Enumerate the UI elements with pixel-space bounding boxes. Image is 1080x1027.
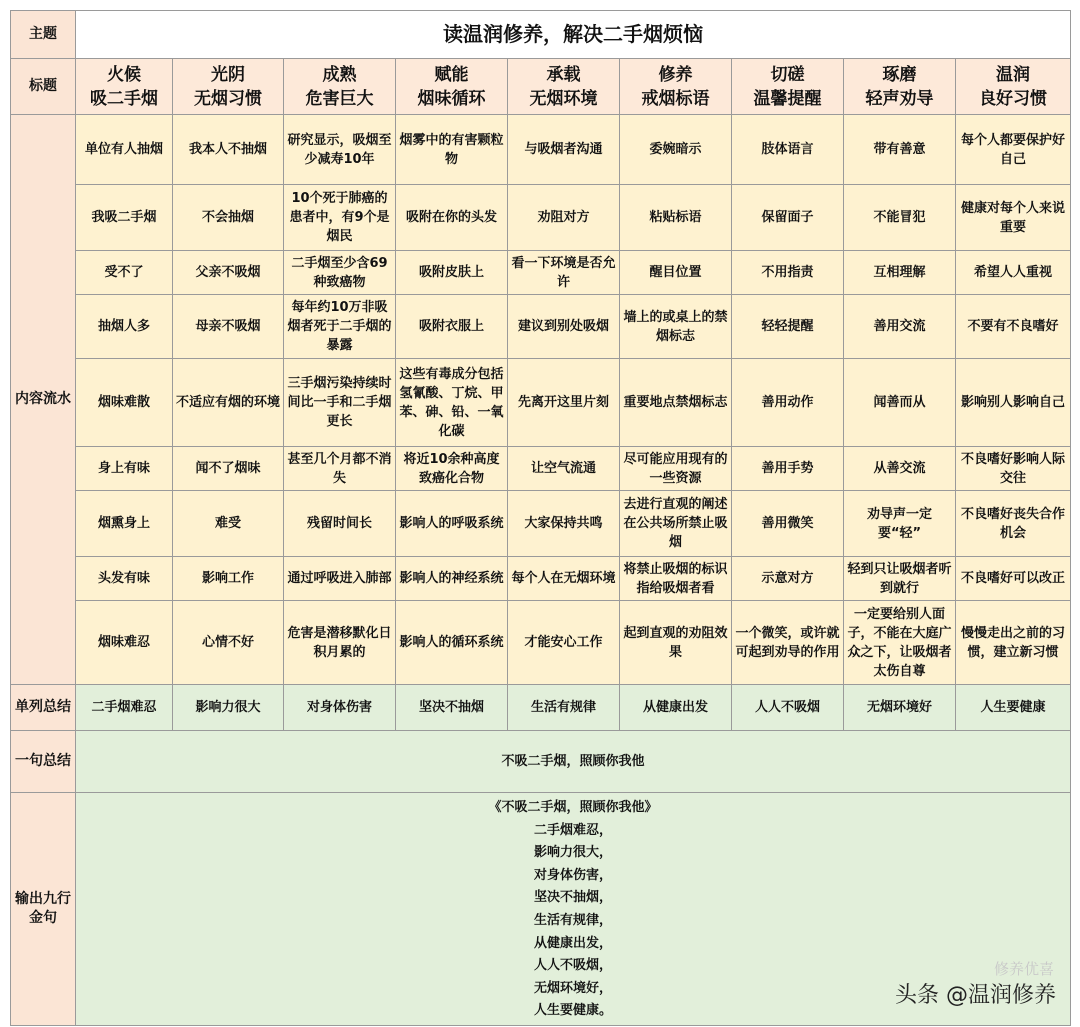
column-header-line1: 成熟 bbox=[322, 64, 357, 85]
content-cell: 先离开这里片刻 bbox=[508, 359, 620, 447]
column-header bbox=[173, 59, 284, 115]
content-cell: 墙上的或桌上的禁烟标志 bbox=[620, 295, 732, 359]
content-cell: 这些有毒成分包括氢氰酸、丁烷、甲苯、砷、铅、一氧化碳 bbox=[396, 359, 508, 447]
nine-lines-line: 影响力很大， bbox=[534, 845, 613, 861]
content-cell: 一个微笑，或许就可起到劝导的作用 bbox=[732, 601, 844, 685]
column-header-line2: 无烟环境 bbox=[529, 88, 598, 109]
content-cell: 一定要给别人面子，不能在大庭广众之下，让吸烟者太伤自尊 bbox=[844, 601, 956, 685]
content-cell: 不良嗜好影响人际交往 bbox=[956, 447, 1071, 491]
column-header-line1: 切磋 bbox=[770, 64, 805, 85]
content-cell: 从善交流 bbox=[844, 447, 956, 491]
column-header-line2: 良好习惯 bbox=[979, 88, 1048, 109]
watermark-faint: 修养优喜 bbox=[993, 960, 1054, 978]
column-summary-cell: 对身体伤害 bbox=[284, 685, 396, 731]
content-cell: 每个人都要保护好自己 bbox=[956, 115, 1071, 185]
column-header bbox=[844, 59, 956, 115]
column-summary-cell: 从健康出发 bbox=[620, 685, 732, 731]
content-cell: 残留时间长 bbox=[284, 491, 396, 557]
row-label-one-sentence: 一句总结 bbox=[11, 731, 76, 793]
content-cell: 难受 bbox=[173, 491, 284, 557]
content-cell: 互相理解 bbox=[844, 251, 956, 295]
content-cell: 大家保持共鸣 bbox=[508, 491, 620, 557]
content-cell: 母亲不吸烟 bbox=[173, 295, 284, 359]
content-cell: 研究显示，吸烟至少减寿10年 bbox=[284, 115, 396, 185]
column-header bbox=[284, 59, 396, 115]
content-cell: 甚至几个月都不消失 bbox=[284, 447, 396, 491]
column-header-line2: 吸二手烟 bbox=[90, 88, 158, 109]
content-cell: 建议到别处吸烟 bbox=[508, 295, 620, 359]
content-cell: 受不了 bbox=[76, 251, 173, 295]
content-cell: 将禁止吸烟的标识指给吸烟者看 bbox=[620, 557, 732, 601]
content-cell: 将近10余种高度致癌化合物 bbox=[396, 447, 508, 491]
content-cell: 每个人在无烟环境 bbox=[508, 557, 620, 601]
row-label-column-summary: 单列总结 bbox=[11, 685, 76, 731]
mind-table bbox=[10, 10, 1071, 1026]
content-cell: 三手烟污染持续时间比一手和二手烟更长 bbox=[284, 359, 396, 447]
content-cell: 闻善而从 bbox=[844, 359, 956, 447]
content-cell: 烟雾中的有害颗粒物 bbox=[396, 115, 508, 185]
content-cell: 闻不了烟味 bbox=[173, 447, 284, 491]
content-cell: 委婉暗示 bbox=[620, 115, 732, 185]
content-cell: 不适应有烟的环境 bbox=[173, 359, 284, 447]
row-label-theme: 主题 bbox=[11, 11, 76, 59]
content-cell: 影响别人影响自己 bbox=[956, 359, 1071, 447]
content-cell: 单位有人抽烟 bbox=[76, 115, 173, 185]
one-sentence-summary: 不吸二手烟，照顾你我他 bbox=[76, 731, 1071, 793]
content-cell: 肢体语言 bbox=[732, 115, 844, 185]
column-header-line2: 温馨提醒 bbox=[753, 88, 822, 109]
column-header-line1: 温润 bbox=[996, 64, 1031, 85]
column-summary-cell: 影响力很大 bbox=[173, 685, 284, 731]
column-summary-cell: 生活有规律 bbox=[508, 685, 620, 731]
column-header bbox=[76, 59, 173, 115]
content-cell: 轻到只让吸烟者听到就行 bbox=[844, 557, 956, 601]
nine-lines-line: 无烟环境好， bbox=[534, 980, 613, 996]
content-cell: 让空气流通 bbox=[508, 447, 620, 491]
column-summary-cell: 人人不吸烟 bbox=[732, 685, 844, 731]
column-header bbox=[620, 59, 732, 115]
content-cell: 烟熏身上 bbox=[76, 491, 173, 557]
column-header-line1: 火候 bbox=[107, 64, 141, 85]
content-cell: 吸附在你的头发 bbox=[396, 185, 508, 251]
column-header-line2: 戒烟标语 bbox=[641, 88, 710, 109]
column-header-line2: 无烟习惯 bbox=[194, 88, 262, 109]
column-summary-cell: 二手烟难忍 bbox=[76, 685, 173, 731]
column-header bbox=[956, 59, 1071, 115]
content-cell: 轻轻提醒 bbox=[732, 295, 844, 359]
content-cell: 吸附衣服上 bbox=[396, 295, 508, 359]
content-cell: 劝导声一定要“轻” bbox=[844, 491, 956, 557]
content-cell: 头发有味 bbox=[76, 557, 173, 601]
nine-lines-line: 对身体伤害， bbox=[534, 867, 613, 883]
column-summary-cell: 坚决不抽烟 bbox=[396, 685, 508, 731]
content-cell: 善用交流 bbox=[844, 295, 956, 359]
content-cell: 危害是潜移默化日积月累的 bbox=[284, 601, 396, 685]
content-cell: 二手烟至少含69种致癌物 bbox=[284, 251, 396, 295]
content-cell: 烟味难散 bbox=[76, 359, 173, 447]
content-cell: 醒目位置 bbox=[620, 251, 732, 295]
page-title: 读温润修养，解决二手烟烦恼 bbox=[76, 11, 1071, 59]
content-cell: 不良嗜好可以改正 bbox=[956, 557, 1071, 601]
content-cell: 劝阻对方 bbox=[508, 185, 620, 251]
content-cell: 不用指责 bbox=[732, 251, 844, 295]
nine-lines-line: 从健康出发， bbox=[534, 935, 613, 951]
column-header-line1: 赋能 bbox=[434, 64, 469, 85]
content-cell: 重要地点禁烟标志 bbox=[620, 359, 732, 447]
nine-lines-line: 人人不吸烟， bbox=[534, 958, 613, 974]
column-header-line2: 危害巨大 bbox=[305, 88, 374, 109]
content-cell: 我吸二手烟 bbox=[76, 185, 173, 251]
watermark: 头条 @温润修养 bbox=[895, 983, 1056, 1008]
content-cell: 善用动作 bbox=[732, 359, 844, 447]
content-cell: 才能安心工作 bbox=[508, 601, 620, 685]
nine-lines-line: 坚决不抽烟， bbox=[534, 890, 613, 906]
content-cell: 看一下环境是否允许 bbox=[508, 251, 620, 295]
nine-lines-title: 《不吸二手烟，照顾你我他》 bbox=[488, 800, 658, 815]
content-cell: 示意对方 bbox=[732, 557, 844, 601]
column-summary-cell: 人生要健康 bbox=[956, 685, 1071, 731]
content-cell: 影响人的循环系统 bbox=[396, 601, 508, 685]
content-cell: 每年约10万非吸烟者死于二手烟的暴露 bbox=[284, 295, 396, 359]
content-cell: 不会抽烟 bbox=[173, 185, 284, 251]
column-header-line2: 烟味循环 bbox=[417, 88, 486, 109]
content-cell: 与吸烟者沟通 bbox=[508, 115, 620, 185]
content-cell: 慢慢走出之前的习惯，建立新习惯 bbox=[956, 601, 1071, 685]
content-cell: 烟味难忍 bbox=[76, 601, 173, 685]
content-cell: 起到直观的劝阻效果 bbox=[620, 601, 732, 685]
nine-lines-line: 生活有规律， bbox=[534, 912, 613, 928]
column-header-line1: 琢磨 bbox=[882, 64, 917, 85]
content-cell: 10个死于肺癌的患者中，有9个是烟民 bbox=[284, 185, 396, 251]
content-cell: 不良嗜好丧失合作机会 bbox=[956, 491, 1071, 557]
content-cell: 善用微笑 bbox=[732, 491, 844, 557]
nine-lines-line: 二手烟难忍， bbox=[534, 822, 613, 838]
content-cell: 父亲不吸烟 bbox=[173, 251, 284, 295]
content-cell: 带有善意 bbox=[844, 115, 956, 185]
row-label-content: 内容流水 bbox=[11, 115, 76, 685]
row-label-heading: 标题 bbox=[11, 59, 76, 115]
content-cell: 不能冒犯 bbox=[844, 185, 956, 251]
content-cell: 健康对每个人来说重要 bbox=[956, 185, 1071, 251]
content-cell: 心情不好 bbox=[173, 601, 284, 685]
content-cell: 身上有味 bbox=[76, 447, 173, 491]
column-header-line1: 承载 bbox=[546, 64, 581, 85]
column-header bbox=[732, 59, 844, 115]
row-label-nine-lines: 输出九行金句 bbox=[11, 793, 76, 1026]
content-cell: 吸附皮肤上 bbox=[396, 251, 508, 295]
content-cell: 保留面子 bbox=[732, 185, 844, 251]
content-cell: 不要有不良嗜好 bbox=[956, 295, 1071, 359]
content-cell: 希望人人重视 bbox=[956, 251, 1071, 295]
content-cell: 影响工作 bbox=[173, 557, 284, 601]
nine-lines-line: 人生要健康。 bbox=[534, 1003, 613, 1019]
content-cell: 粘贴标语 bbox=[620, 185, 732, 251]
content-cell: 影响人的神经系统 bbox=[396, 557, 508, 601]
content-cell: 尽可能应用现有的一些资源 bbox=[620, 447, 732, 491]
column-header bbox=[508, 59, 620, 115]
column-header-line2: 轻声劝导 bbox=[865, 88, 934, 109]
content-cell: 影响人的呼吸系统 bbox=[396, 491, 508, 557]
column-header-line1: 修养 bbox=[658, 64, 693, 85]
content-cell: 我本人不抽烟 bbox=[173, 115, 284, 185]
content-cell: 抽烟人多 bbox=[76, 295, 173, 359]
content-cell: 善用手势 bbox=[732, 447, 844, 491]
content-cell: 去进行直观的阐述在公共场所禁止吸烟 bbox=[620, 491, 732, 557]
column-header bbox=[396, 59, 508, 115]
column-header-line1: 光阴 bbox=[211, 64, 245, 85]
column-summary-cell: 无烟环境好 bbox=[844, 685, 956, 731]
content-cell: 通过呼吸进入肺部 bbox=[284, 557, 396, 601]
